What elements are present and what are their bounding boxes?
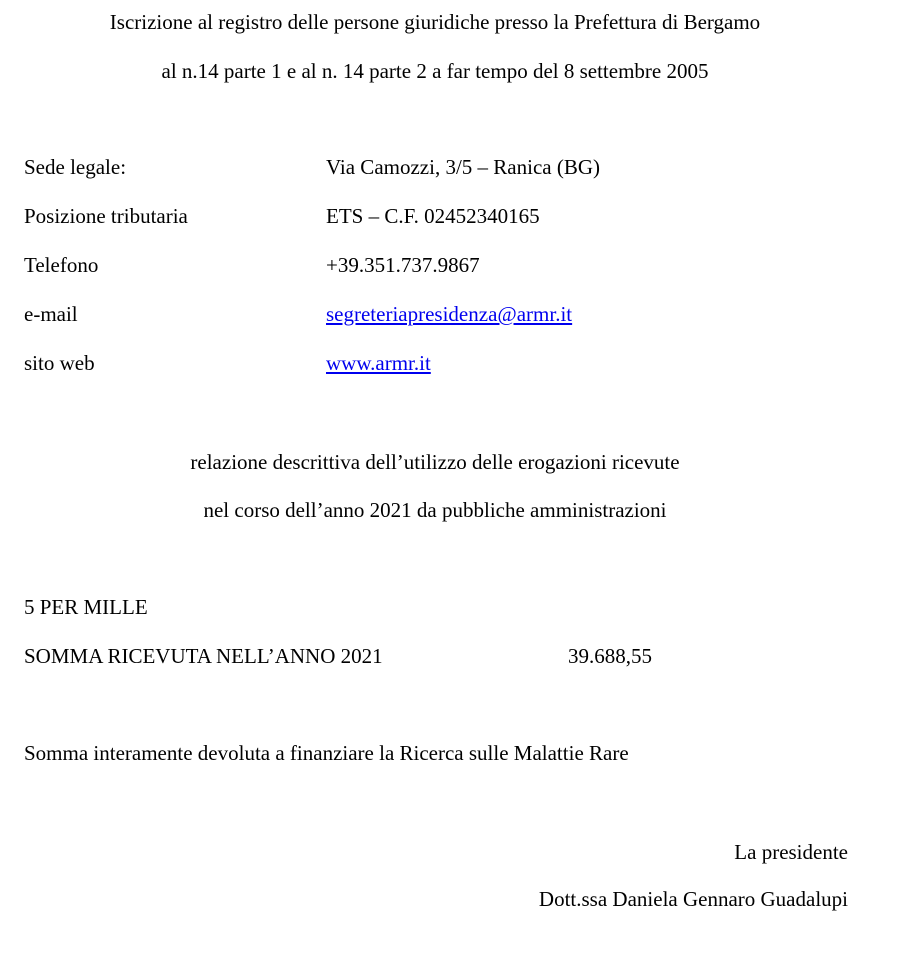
email-label: e-mail [24, 302, 78, 326]
tributaria-label: Posizione tributaria [24, 204, 188, 228]
signature-role: La presidente [734, 840, 848, 864]
telefono-value: +39.351.737.9867 [326, 253, 480, 277]
header-line-1: Iscrizione al registro delle persone giuridiche presso la Prefettura di Bergamo [109, 10, 761, 34]
header-line-2: al n.14 parte 1 e al n. 14 parte 2 a far tempo del 8 settembre 2005 [161, 59, 709, 83]
telefono-label: Telefono [24, 253, 99, 277]
signature-name: Dott.ssa Daniela Gennaro Guadalupi [538, 887, 848, 911]
somma-value: 39.688,55 [568, 644, 652, 668]
destination-note: Somma interamente devoluta a finanziare la Ricerca sulle Malattie Rare [24, 741, 629, 765]
section-title: 5 PER MILLE [24, 595, 148, 619]
sede-label: Sede legale: [24, 155, 127, 179]
email-link[interactable]: segreteriapresidenza@armr.it [326, 302, 573, 326]
sede-value: Via Camozzi, 3/5 – Ranica (BG) [326, 155, 600, 179]
tributaria-value: ETS – C.F. 02452340165 [326, 204, 540, 228]
sito-label: sito web [24, 351, 95, 375]
relazione-line-2: nel corso dell’anno 2021 da pubbliche amministrazioni [203, 498, 667, 522]
somma-label: SOMMA RICEVUTA NELL’ANNO 2021 [24, 644, 383, 668]
website-link[interactable]: www.armr.it [326, 351, 431, 375]
relazione-line-1: relazione descrittiva dell’utilizzo delle erogazioni ricevute [190, 450, 680, 474]
